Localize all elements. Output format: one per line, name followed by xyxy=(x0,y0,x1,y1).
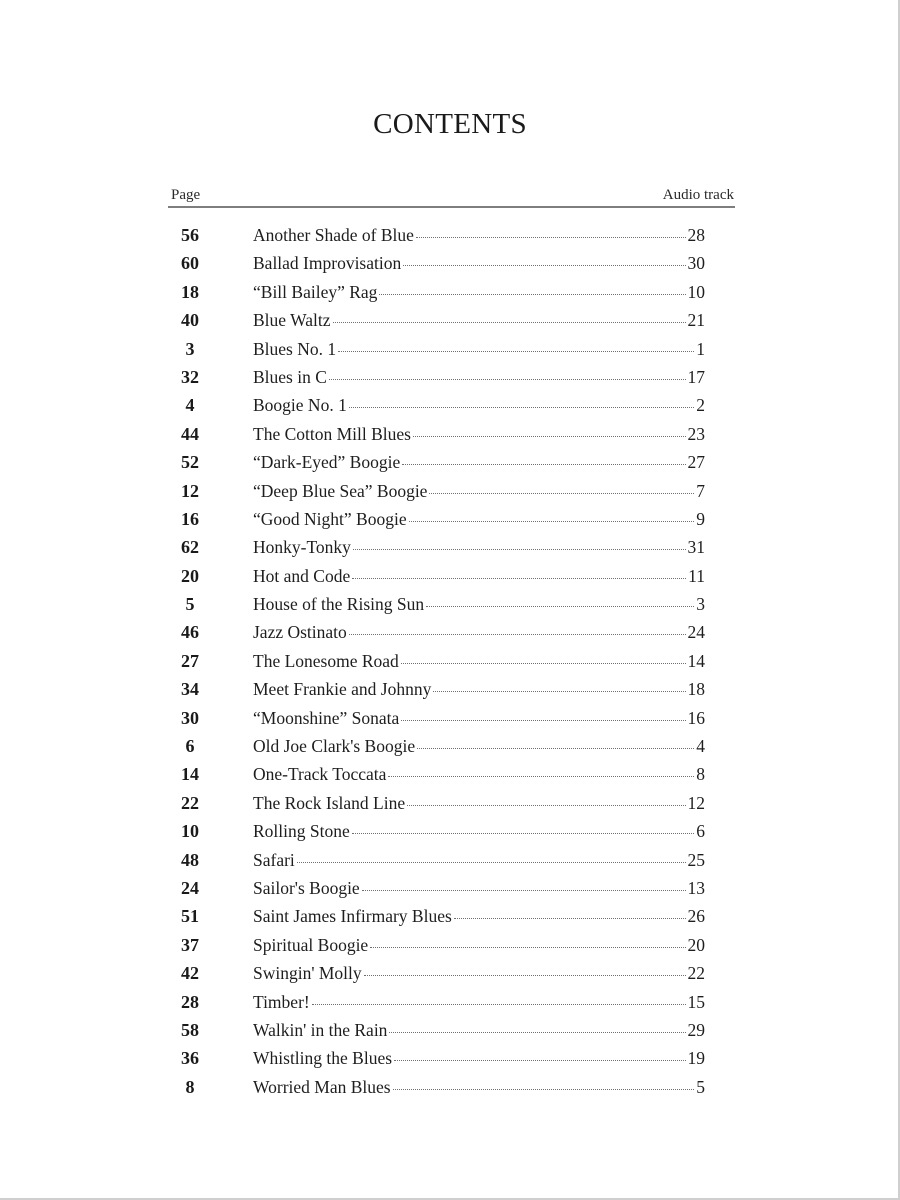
entry-line xyxy=(253,424,705,445)
entry-line xyxy=(253,481,705,502)
entry-page-number: 46 xyxy=(181,622,199,643)
entry-page-number: 40 xyxy=(181,310,199,331)
entry-song-title: Timber! xyxy=(253,991,310,1012)
entry-song-title: Ballad Improvisation xyxy=(253,253,402,274)
entry-line xyxy=(253,566,705,587)
entry-song-title: The Cotton Mill Blues xyxy=(253,423,411,444)
entry-song-title: Walkin' in the Rain xyxy=(253,1019,388,1040)
entry-audio-track: 2 xyxy=(696,395,705,416)
entry-line xyxy=(253,1048,705,1069)
contents-entry xyxy=(0,873,900,901)
entry-audio-track: 16 xyxy=(687,707,705,728)
dot-leader xyxy=(409,521,695,522)
dot-leader xyxy=(338,351,694,352)
entry-song-title: Worried Man Blues xyxy=(253,1076,391,1097)
dot-leader xyxy=(417,748,694,749)
entry-song-title: The Lonesome Road xyxy=(253,650,399,671)
entry-line xyxy=(253,253,705,274)
entry-audio-track: 6 xyxy=(696,821,705,842)
entry-line xyxy=(253,367,705,388)
dot-leader xyxy=(297,862,686,863)
entry-page-number: 3 xyxy=(185,338,195,359)
dot-leader xyxy=(379,294,685,295)
contents-entry xyxy=(0,447,900,475)
entry-audio-track: 9 xyxy=(696,508,705,529)
contents-entry xyxy=(0,1072,900,1100)
entry-song-title: “Deep Blue Sea” Boogie xyxy=(253,480,428,501)
entry-page-number: 58 xyxy=(181,1019,199,1040)
dot-leader xyxy=(401,663,686,664)
dot-leader xyxy=(433,691,685,692)
entry-page-number: 14 xyxy=(181,764,199,785)
entry-line xyxy=(253,708,705,729)
entry-audio-track: 26 xyxy=(687,906,705,927)
contents-entry xyxy=(0,1015,900,1043)
entry-song-title: One-Track Toccata xyxy=(253,764,387,785)
entry-line xyxy=(253,310,705,331)
dot-leader xyxy=(349,407,694,408)
dot-leader xyxy=(401,720,685,721)
entry-line xyxy=(253,225,705,246)
contents-entry xyxy=(0,674,900,702)
contents-entry xyxy=(0,1043,900,1071)
dot-leader xyxy=(312,1004,686,1005)
entry-line xyxy=(253,651,705,672)
entry-page-number: 16 xyxy=(181,508,199,529)
dot-leader xyxy=(394,1060,685,1061)
dot-leader xyxy=(426,606,694,607)
entry-song-title: The Rock Island Line xyxy=(253,792,406,813)
contents-entry xyxy=(0,646,900,674)
dot-leader xyxy=(416,237,686,238)
contents-entry xyxy=(0,362,900,390)
entry-line xyxy=(253,821,705,842)
entry-line xyxy=(253,878,705,899)
entry-song-title: Blues in C xyxy=(253,366,327,387)
entry-song-title: Boogie No. 1 xyxy=(253,395,347,416)
entry-song-title: Blues No. 1 xyxy=(253,338,337,359)
entry-song-title: Hot and Code xyxy=(253,565,351,586)
entry-audio-track: 13 xyxy=(687,877,705,898)
dot-leader xyxy=(333,322,686,323)
entry-line xyxy=(253,992,705,1013)
entry-line xyxy=(253,339,705,360)
contents-entry xyxy=(0,617,900,645)
entry-page-number: 27 xyxy=(181,650,199,671)
contents-entry xyxy=(0,419,900,447)
contents-entry xyxy=(0,220,900,248)
entry-song-title: “Dark-Eyed” Boogie xyxy=(253,452,401,473)
dot-leader xyxy=(364,975,686,976)
entry-audio-track: 20 xyxy=(687,934,705,955)
entry-song-title: Honky-Tonky xyxy=(253,537,351,558)
audio-track-column-header: Audio track xyxy=(662,187,734,203)
entry-song-title: Meet Frankie and Johnny xyxy=(253,679,432,700)
entry-audio-track: 23 xyxy=(687,423,705,444)
entry-audio-track: 11 xyxy=(688,565,705,586)
entry-audio-track: 28 xyxy=(687,225,705,245)
contents-entry xyxy=(0,589,900,617)
entry-page-number: 34 xyxy=(181,679,199,700)
contents-entry xyxy=(0,248,900,276)
entry-page-number: 6 xyxy=(185,736,195,757)
entry-page-number: 37 xyxy=(181,934,199,955)
entry-line xyxy=(253,509,705,530)
contents-entry xyxy=(0,703,900,731)
entry-page-number: 42 xyxy=(181,963,199,984)
entry-song-title: Spiritual Boogie xyxy=(253,934,369,955)
entry-page-number: 22 xyxy=(181,792,199,813)
entry-song-title: “Moonshine” Sonata xyxy=(253,707,400,728)
entry-audio-track: 31 xyxy=(687,537,705,558)
dot-leader xyxy=(454,918,686,919)
entry-line xyxy=(253,850,705,871)
entry-page-number: 12 xyxy=(181,480,199,501)
contents-entry xyxy=(0,759,900,787)
entry-audio-track: 8 xyxy=(696,764,705,785)
contents-entry xyxy=(0,958,900,986)
entry-line xyxy=(253,793,705,814)
contents-entry xyxy=(0,901,900,929)
contents-list xyxy=(0,220,900,1100)
dot-leader xyxy=(413,436,686,437)
entry-line xyxy=(253,736,705,757)
dot-leader xyxy=(349,634,686,635)
entry-audio-track: 10 xyxy=(687,281,705,302)
entry-page-number: 18 xyxy=(181,281,199,302)
contents-entry xyxy=(0,277,900,305)
entry-song-title: Swingin' Molly xyxy=(253,963,362,984)
dot-leader xyxy=(407,805,685,806)
entry-audio-track: 21 xyxy=(687,310,705,331)
entry-audio-track: 1 xyxy=(696,338,705,359)
entry-audio-track: 4 xyxy=(696,736,705,757)
entry-audio-track: 18 xyxy=(687,679,705,700)
entry-audio-track: 14 xyxy=(687,650,705,671)
dot-leader xyxy=(352,578,686,579)
dot-leader xyxy=(403,265,685,266)
dot-leader xyxy=(429,493,694,494)
entry-page-number: 4 xyxy=(185,395,195,416)
entry-page-number: 36 xyxy=(181,1048,199,1069)
dot-leader xyxy=(352,833,695,834)
entry-line xyxy=(253,1077,705,1098)
entry-line xyxy=(253,935,705,956)
contents-entry xyxy=(0,845,900,873)
contents-entry xyxy=(0,816,900,844)
entry-line xyxy=(253,452,705,473)
dot-leader xyxy=(393,1089,695,1090)
entry-line xyxy=(253,963,705,984)
entry-line xyxy=(253,395,705,416)
entry-line xyxy=(253,537,705,558)
header-divider xyxy=(168,206,735,208)
contents-entry xyxy=(0,987,900,1015)
entry-audio-track: 22 xyxy=(687,963,705,984)
entry-page-number: 10 xyxy=(181,821,199,842)
contents-entry xyxy=(0,731,900,759)
dot-leader xyxy=(353,549,686,550)
contents-entry xyxy=(0,504,900,532)
entry-audio-track: 5 xyxy=(696,1076,705,1097)
dot-leader xyxy=(370,947,685,948)
contents-entry xyxy=(0,561,900,589)
entry-page-number: 44 xyxy=(181,423,199,444)
entry-page-number: 24 xyxy=(181,877,199,898)
entry-audio-track: 15 xyxy=(687,991,705,1012)
dot-leader xyxy=(402,464,685,465)
entry-page-number: 52 xyxy=(181,452,199,473)
entry-song-title: House of the Rising Sun xyxy=(253,594,425,615)
entry-page-number: 20 xyxy=(181,565,199,586)
page-column-header: Page xyxy=(171,187,201,203)
contents-entry xyxy=(0,390,900,418)
entry-audio-track: 12 xyxy=(687,792,705,813)
entry-line xyxy=(253,906,705,927)
entry-audio-track: 19 xyxy=(687,1048,705,1069)
entry-song-title: Saint James Infirmary Blues xyxy=(253,906,452,927)
dot-leader xyxy=(388,776,694,777)
contents-entry xyxy=(0,532,900,560)
contents-entry xyxy=(0,334,900,362)
entry-song-title: Sailor's Boogie xyxy=(253,877,360,898)
entry-song-title: “Good Night” Boogie xyxy=(253,508,407,529)
page-title: CONTENTS xyxy=(373,108,527,140)
entry-song-title: Whistling the Blues xyxy=(253,1048,393,1069)
entry-page-number: 48 xyxy=(181,849,199,870)
entry-song-title: Another Shade of Blue xyxy=(253,225,414,245)
entry-audio-track: 29 xyxy=(687,1019,705,1040)
entry-audio-track: 25 xyxy=(687,849,705,870)
entry-page-number: 30 xyxy=(181,707,199,728)
entry-audio-track: 30 xyxy=(687,253,705,274)
contents-entry xyxy=(0,788,900,816)
entry-page-number: 60 xyxy=(181,253,199,274)
entry-song-title: Old Joe Clark's Boogie xyxy=(253,736,416,757)
entry-audio-track: 24 xyxy=(687,622,705,643)
entry-song-title: Blue Waltz xyxy=(253,310,331,331)
entry-line xyxy=(253,1020,705,1041)
entry-line xyxy=(253,622,705,643)
entry-line xyxy=(253,679,705,700)
entry-page-number: 5 xyxy=(185,594,195,615)
entry-line xyxy=(253,594,705,615)
contents-entry xyxy=(0,476,900,504)
entry-page-number: 62 xyxy=(181,537,199,558)
entry-page-number: 28 xyxy=(181,991,199,1012)
entry-audio-track: 17 xyxy=(687,366,705,387)
entry-page-number: 8 xyxy=(185,1076,195,1097)
entry-song-title: “Bill Bailey” Rag xyxy=(253,281,378,302)
contents-entry xyxy=(0,305,900,333)
entry-page-number: 51 xyxy=(181,906,199,927)
entry-song-title: Rolling Stone xyxy=(253,821,350,842)
dot-leader xyxy=(389,1032,685,1033)
entry-page-number: 56 xyxy=(181,225,199,245)
dot-leader xyxy=(329,379,686,380)
entry-song-title: Safari xyxy=(253,849,295,870)
entry-audio-track: 27 xyxy=(687,452,705,473)
entry-audio-track: 3 xyxy=(696,594,705,615)
entry-page-number: 32 xyxy=(181,366,199,387)
entry-line xyxy=(253,764,705,785)
dot-leader xyxy=(362,890,686,891)
contents-entry xyxy=(0,930,900,958)
entry-song-title: Jazz Ostinato xyxy=(253,622,347,643)
entry-line xyxy=(253,282,705,303)
entry-audio-track: 7 xyxy=(696,480,705,501)
